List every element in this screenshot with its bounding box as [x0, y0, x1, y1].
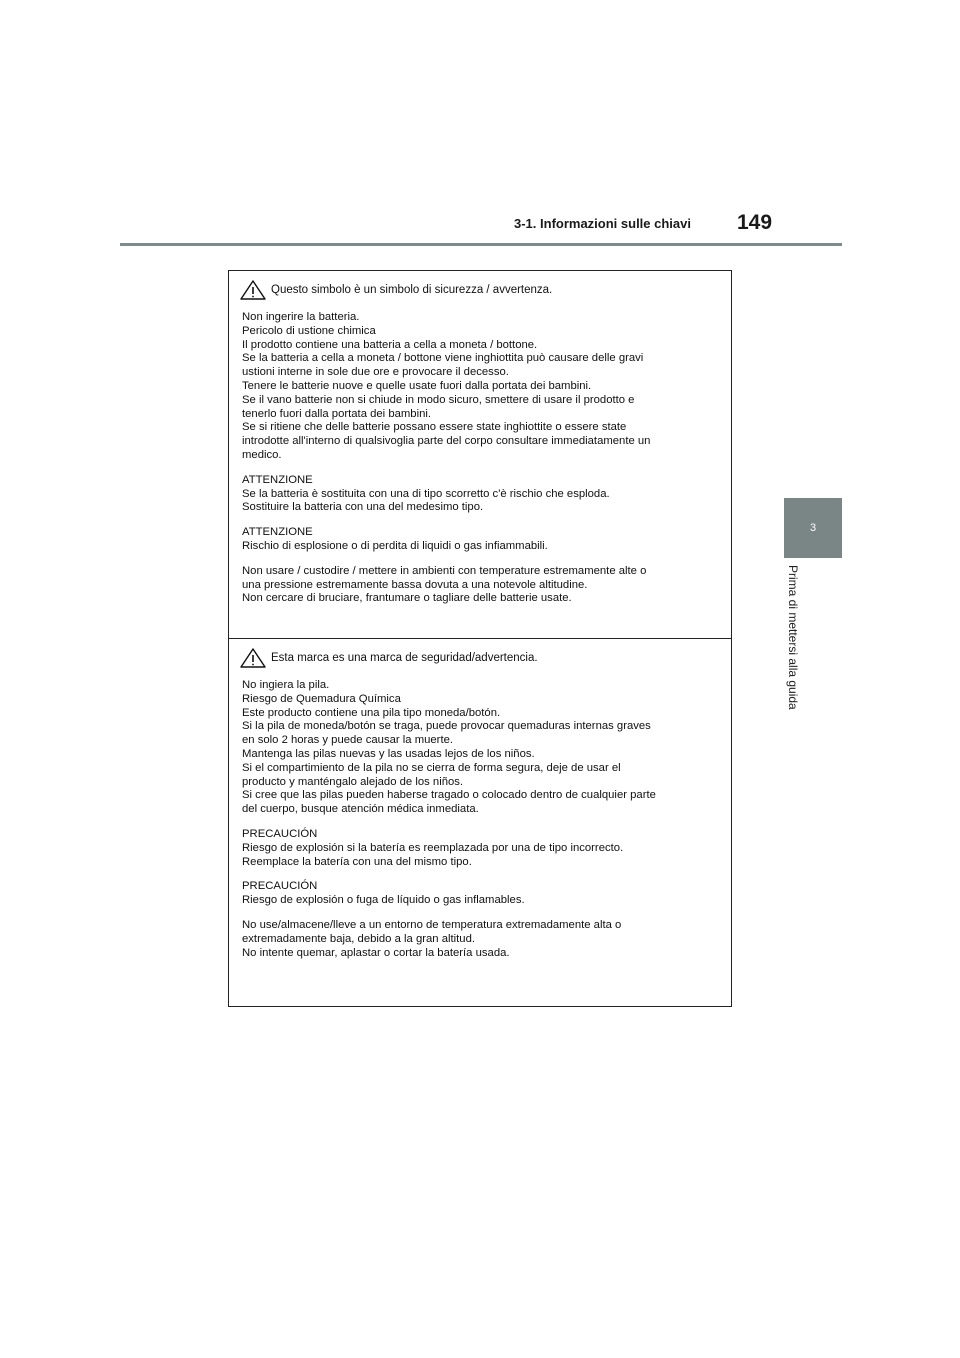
- paragraph: [242, 474, 722, 515]
- text-line: en solo 2 horas y puede causar la muerte.: [242, 734, 454, 747]
- paragraph: [242, 311, 722, 463]
- spanish-body: [242, 679, 722, 971]
- chapter-number: 3: [809, 522, 817, 534]
- text-line: Si el compartimiento de la pila no se cierra de forma segura, deje de usar el: [242, 761, 621, 774]
- text-line: Se il vano batterie non si chiude in modo sicuro, smettere di usare il prodotto e: [242, 393, 635, 406]
- chapter-title: Prima di mettersi alla guida: [786, 565, 800, 710]
- text-line: Si la pila de moneda/botón se traga, puede provocar quemaduras internas graves: [242, 720, 651, 733]
- warning-triangle-icon: [239, 647, 267, 669]
- section-title: 3-1. Informazioni sulle chiavi: [514, 216, 691, 231]
- text-line: Reemplace la batería con una del mismo tipo.: [242, 855, 472, 868]
- text-line: ATTENZIONE: [242, 473, 313, 486]
- warning-heading: [239, 647, 538, 669]
- text-line: Non ingerire la batteria.: [242, 311, 360, 323]
- text-line: No use/almacene/lleve a un entorno de temperatura extremadamente alta o: [242, 918, 622, 931]
- text-line: Riesgo de explosión o fuga de líquido o gas inflamables.: [242, 894, 525, 907]
- battery-warning-box: [228, 270, 732, 1007]
- text-line: Il prodotto contiene una batteria a cella a moneta / bottone.: [242, 338, 538, 351]
- text-line: PRECAUCIÓN: [242, 880, 318, 893]
- text-line: del cuerpo, busque atención médica inmediata.: [242, 803, 479, 816]
- italian-body: [242, 311, 722, 617]
- warning-title: Esta marca es una marca de seguridad/advertencia.: [271, 652, 538, 664]
- text-line: Si cree que las pilas pueden haberse tragado o colocado dentro de cualquier parte: [242, 789, 656, 802]
- text-line: ATTENZIONE: [242, 526, 313, 539]
- header-rule: [120, 243, 842, 246]
- text-line: producto y manténgalo alejado de los niños.: [242, 775, 464, 788]
- text-line: introdotte all'interno di qualsivoglia parte del corpo consultare immediatamente un: [242, 435, 651, 448]
- text-line: PRECAUCIÓN: [242, 827, 318, 840]
- chapter-tab: [784, 498, 842, 558]
- text-line: No intente quemar, aplastar o cortar la batería usada.: [242, 946, 510, 959]
- text-line: Non cercare di bruciare, frantumare o tagliare delle batterie usate.: [242, 592, 572, 605]
- text-line: Rischio di esplosione o di perdita di liquidi o gas infiammabili.: [242, 539, 548, 552]
- text-line: Este producto contiene una pila tipo moneda/botón.: [242, 706, 501, 719]
- text-line: Se la batteria è sostituita con una di tipo scorretto c'è rischio che esploda.: [242, 487, 610, 500]
- text-line: una pressione estremamente bassa dovuta a una notevole altitudine.: [242, 578, 588, 591]
- text-line: tenerlo fuori dalla portata dei bambini.: [242, 407, 432, 420]
- chapter-label: [780, 565, 810, 745]
- warning-heading: [239, 279, 552, 301]
- warning-triangle-icon: [239, 279, 267, 301]
- paragraph: [242, 919, 722, 960]
- paragraph: [242, 679, 722, 817]
- paragraph: [242, 880, 722, 908]
- paragraph: [242, 526, 722, 554]
- spanish-section: [229, 638, 731, 1007]
- text-line: medico.: [242, 448, 282, 461]
- text-line: Riesgo de Quemadura Química: [242, 692, 401, 705]
- text-line: Non usare / custodire / mettere in ambienti con temperature estremamente alte o: [242, 564, 647, 577]
- text-line: Riesgo de explosión si la batería es reemplazada por una de tipo incorrecto.: [242, 841, 624, 854]
- paragraph: [242, 565, 722, 606]
- text-line: Pericolo di ustione chimica: [242, 324, 376, 337]
- warning-title: Questo simbolo è un simbolo di sicurezza / avvertenza.: [271, 284, 553, 296]
- italian-section: [229, 271, 731, 637]
- page-number: 149: [737, 211, 773, 234]
- text-line: Mantenga las pilas nuevas y las usadas lejos de los niños.: [242, 747, 535, 760]
- text-line: Sostituire la batteria con una del medesimo tipo.: [242, 501, 484, 514]
- text-line: Tenere le batterie nuove e quelle usate fuori dalla portata dei bambini.: [242, 379, 592, 392]
- text-line: No ingiera la pila.: [242, 679, 330, 691]
- text-line: ustioni interne in sole due ore e provocare il decesso.: [242, 366, 509, 379]
- paragraph: [242, 828, 722, 869]
- text-line: Se la batteria a cella a moneta / bottone viene inghiottita può causare delle gravi: [242, 352, 644, 365]
- text-line: extremadamente baja, debido a la gran altitud.: [242, 932, 475, 945]
- text-line: Se si ritiene che delle batterie possano essere state inghiottite o essere state: [242, 421, 627, 434]
